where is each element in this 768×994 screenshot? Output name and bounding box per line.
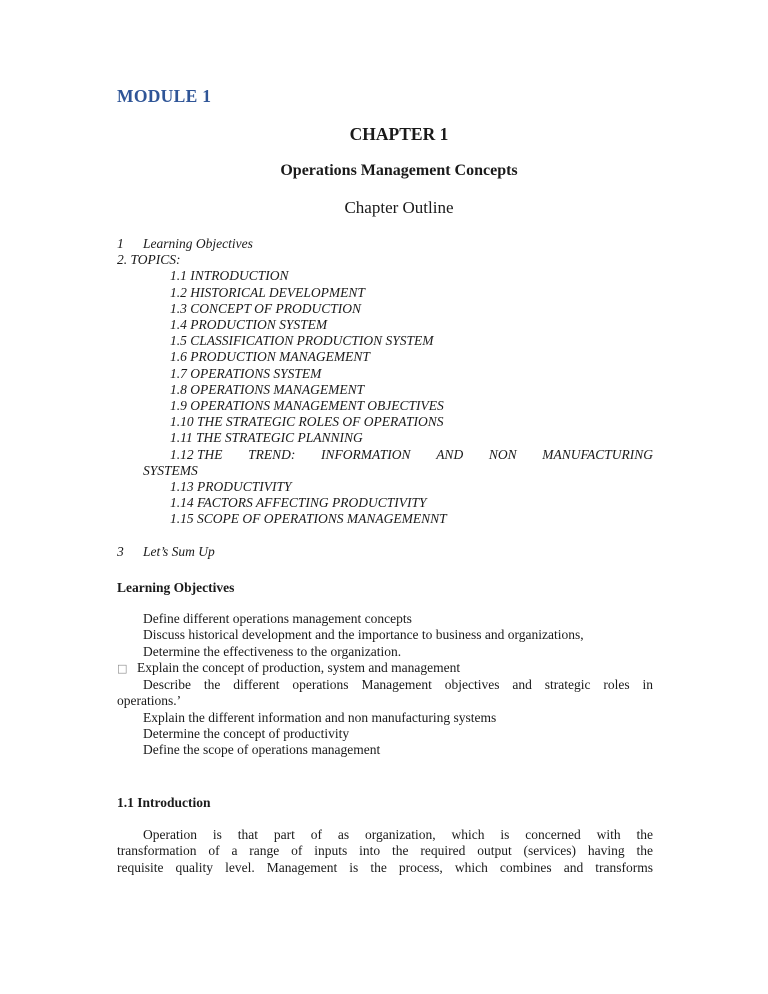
checkbox-glyph-icon: □ (117, 661, 128, 675)
objective-item (117, 660, 653, 677)
outline-item-1 (117, 236, 653, 252)
outline-topic: 1.4 PRODUCTION SYSTEM (170, 317, 328, 333)
chapter-heading: CHAPTER 1 (349, 124, 449, 144)
outline-topic: 1.14 FACTORS AFFECTING PRODUCTIVITY (170, 495, 427, 511)
outline-topic: 1.13 PRODUCTIVITY (170, 479, 292, 495)
outline-topic: 1.11 THE STRATEGIC PLANNING (170, 430, 363, 446)
module-heading: MODULE 1 (117, 86, 212, 106)
chapter-title: Operations Management Concepts (280, 162, 518, 179)
outline-topic: 1.5 CLASSIFICATION PRODUCTION SYSTEM (170, 333, 434, 349)
introduction-paragraph (117, 827, 653, 876)
paragraph-line: requisite quality level. Management is the process, which combines and transforms (117, 859, 653, 875)
topic-word: MANUFACTURING (542, 446, 653, 462)
outline-topic: 1.3 CONCEPT OF PRODUCTION (170, 300, 362, 316)
objective-item: Explain the different information and non manufacturing systems (143, 709, 497, 725)
topic-word: 1.12 THE (170, 446, 223, 462)
outline-item-3 (117, 544, 215, 560)
outline-topic: 1.7 OPERATIONS SYSTEM (170, 365, 322, 381)
objective-item: Define different operations management concepts (143, 611, 412, 626)
objective-item: Determine the effectiveness to the organization. (143, 643, 402, 659)
learning-objectives-list (117, 611, 653, 759)
learning-objectives-heading: Learning Objectives (117, 580, 235, 595)
outline-topic: 1.1 INTRODUCTION (170, 268, 289, 284)
topic-word: AND (436, 446, 464, 462)
outline-topic: 1.8 OPERATIONS MANAGEMENT (170, 381, 365, 397)
paragraph-line: transformation of a range of inputs into the required output (services) having the (117, 843, 653, 859)
objective-item: Determine the concept of productivity (143, 726, 350, 742)
outline-topic: 1.6 PRODUCTION MANAGEMENT (170, 349, 370, 365)
chapter-outline-heading: Chapter Outline (344, 198, 454, 217)
outline-topic: 1.2 HISTORICAL DEVELOPMENT (170, 284, 365, 300)
objective-item: Discuss historical development and the importance to business and organizations, (143, 627, 584, 643)
topic-word: NON (488, 446, 517, 462)
topic-word: TREND: (248, 446, 296, 462)
outline-topic: 1.15 SCOPE OF OPERATIONS MANAGEMENNT (170, 511, 447, 527)
outline-item-number: 3 (117, 544, 124, 559)
outline-item-number: 1 (117, 236, 124, 251)
outline-item-label: Let’s Sum Up (143, 544, 215, 559)
chapter-outline (117, 236, 653, 528)
topic-word: INFORMATION (321, 446, 411, 462)
objective-item: Define the scope of operations management (143, 742, 381, 758)
outline-item-2: 2. TOPICS: (117, 252, 181, 268)
paragraph-line: Operation is that part of as organization, which is concerned with the (143, 827, 653, 842)
introduction-heading: 1.1 Introduction (117, 795, 211, 810)
outline-item-label: Learning Objectives (143, 236, 253, 251)
objective-text: Explain the concept of production, system and management (137, 659, 461, 675)
outline-topic-1-12-continued: SYSTEMS (143, 462, 198, 478)
outline-topic-1-12 (117, 447, 653, 463)
objective-item-continued: operations.’ (117, 693, 182, 709)
outline-topic: 1.9 OPERATIONS MANAGEMENT OBJECTIVES (170, 398, 444, 414)
outline-topic: 1.10 THE STRATEGIC ROLES OF OPERATIONS (170, 414, 444, 430)
objective-item: Describe the different operations Management objectives and strategic roles in (143, 677, 653, 693)
